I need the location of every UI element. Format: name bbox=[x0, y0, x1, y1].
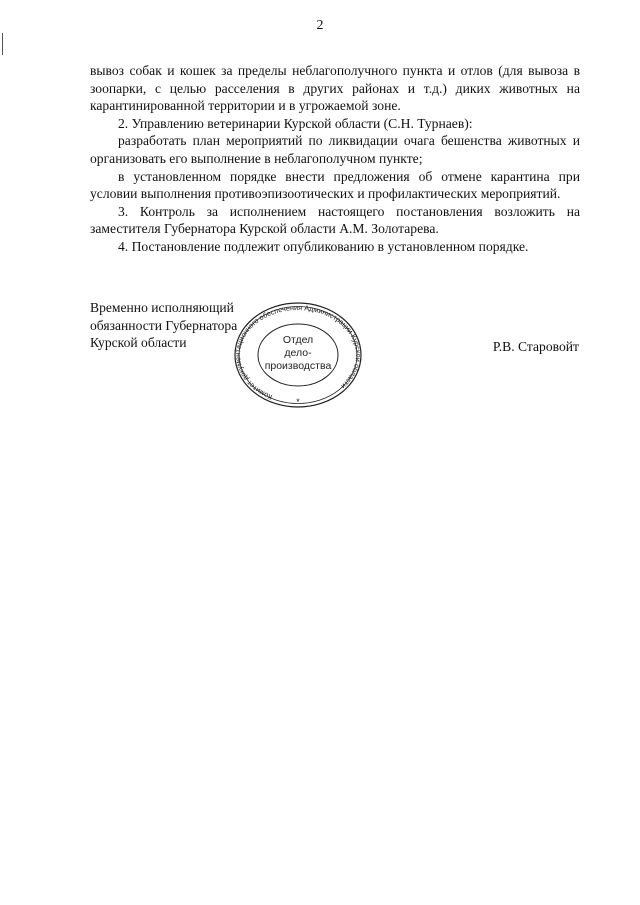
paragraph: в установленном порядке внести предложения об отмене карантина при условии выполнения противоэпизоотических и профилактических мероприятий. bbox=[90, 168, 580, 202]
paragraph: разработать план мероприятий по ликвидации очага бешенства животных и организовать его выполнение в неблагополучном пункте; bbox=[90, 133, 580, 166]
paragraph: вывоз собак и кошек за пределы неблагополучного пункта и отлов (для вывоза в зоопарки, с целью расселения в других районах и т.д.) диких животных на карантинированной территории и в угрожаемой зоне. bbox=[90, 63, 580, 114]
paragraph: 2. Управлению ветеринарии Курской области (С.Н. Турнаев): bbox=[118, 115, 473, 131]
paragraph: 3. Контроль за исполнением настоящего постановления возложить на заместителя Губернатора Курской области А.М. Золотарева. bbox=[90, 203, 580, 237]
signature-block bbox=[90, 299, 237, 352]
page-number: 2 bbox=[316, 18, 324, 33]
stamp-center-line: Отдел bbox=[282, 334, 314, 346]
stamp-ring-text: Комитет документационного обеспечения Администрации Курской области bbox=[233, 302, 364, 402]
margin-mark bbox=[2, 33, 3, 55]
stamp-star: * bbox=[296, 397, 300, 407]
paragraph: 4. Постановление подлежит опубликованию в установленном порядке. bbox=[118, 238, 529, 254]
signer-position-line: обязанности Губернатора bbox=[90, 317, 238, 333]
signer-name: Р.В. Старовойт bbox=[492, 339, 579, 354]
official-stamp bbox=[232, 299, 364, 411]
signer-position-line: Курской области bbox=[90, 335, 187, 351]
document-body bbox=[90, 62, 580, 256]
stamp-center-line: производства bbox=[264, 360, 332, 372]
stamp-center-line: дело- bbox=[284, 347, 312, 359]
signer-position-line: Временно исполняющий bbox=[90, 300, 234, 315]
